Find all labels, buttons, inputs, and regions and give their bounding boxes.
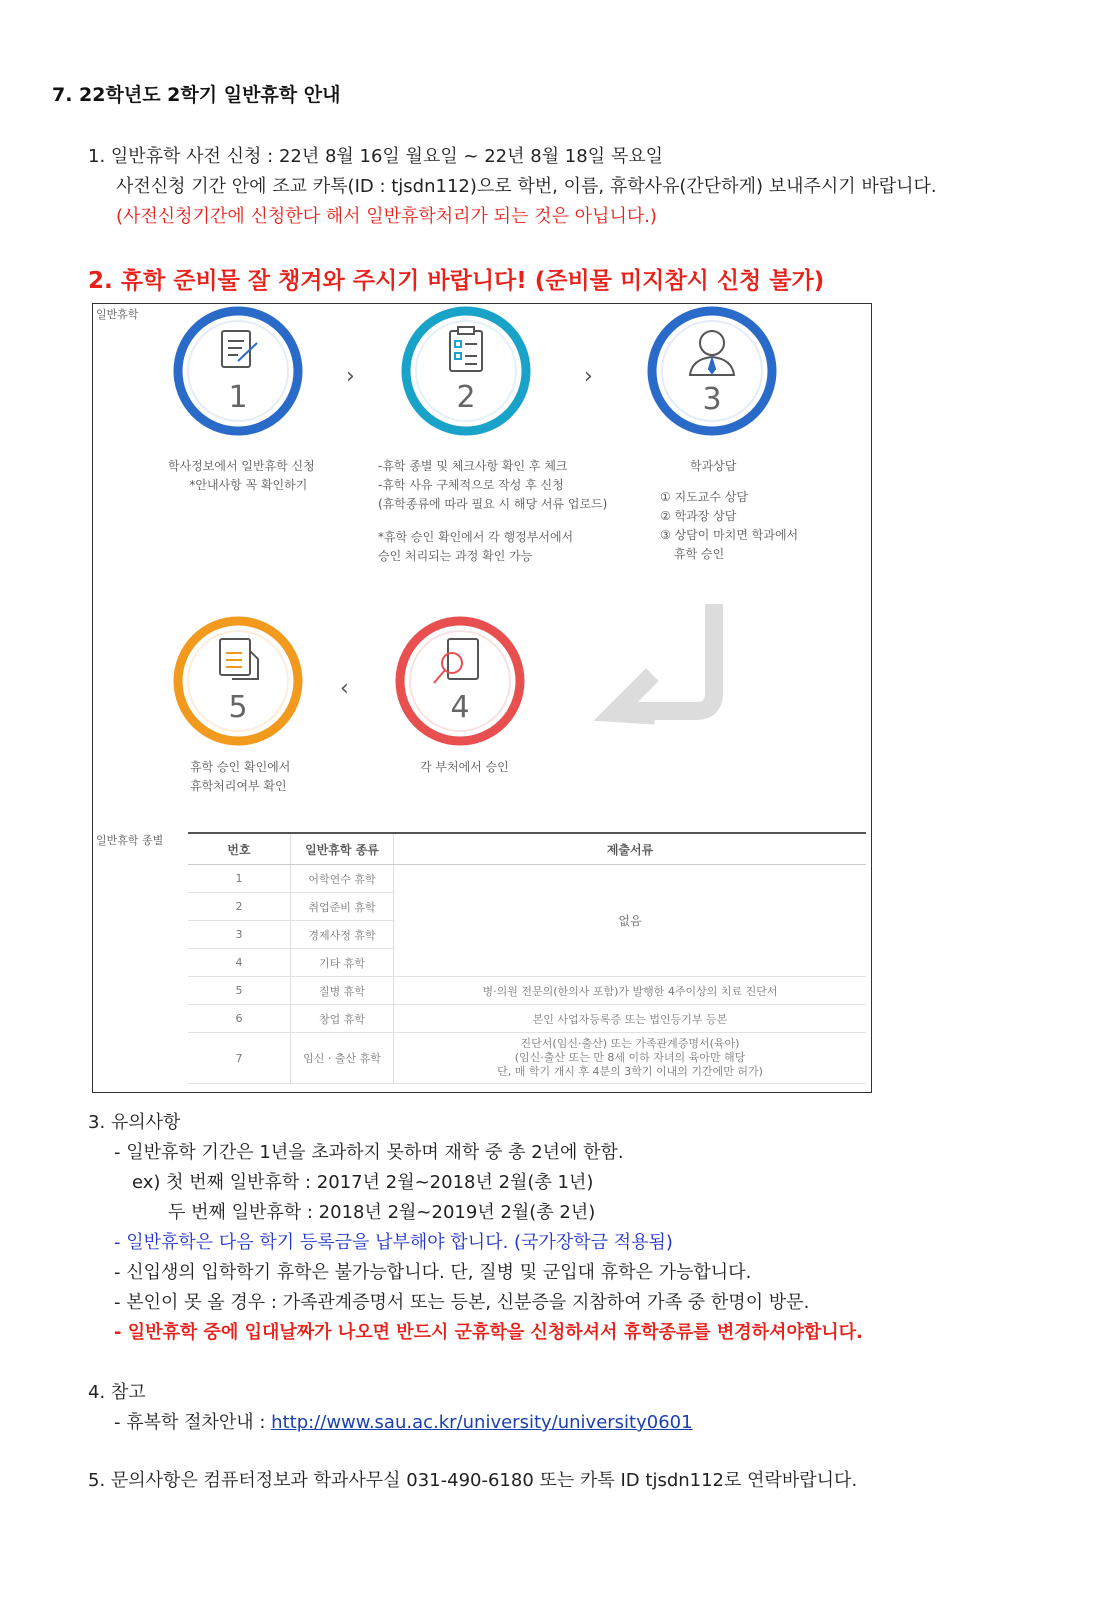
note-1: - 일반휴학 기간은 1년을 초과하지 못하며 재학 중 총 2년에 한함. xyxy=(114,1142,624,1163)
table-row: 5 질병 휴학 병·의원 전문의(한의사 포함)가 발행한 4주이상의 치료 진단서 xyxy=(188,977,866,1005)
docs-none: 없음 xyxy=(394,865,867,977)
step-2-caption: -휴학 종별 및 체크사항 확인 후 체크 -휴학 사유 구체적으로 작성 후 신청 (휴학종류에 따라 필요 시 해당 서류 업로드) *휴학 승인 확인에서 각 행정부서에서 승인 처리되는 과정 확인 가능 xyxy=(378,459,608,563)
figure-label-general: 일반휴학 xyxy=(96,308,139,321)
col-header-no: 번호 xyxy=(188,833,291,865)
note-example-1: ex) 첫 번째 일반휴학 : 2017년 2월~2018년 2월(총 1년) xyxy=(132,1172,594,1193)
table-row: 4 기타 휴학 xyxy=(188,949,866,977)
page-title: 7. 22학년도 2학기 일반휴학 안내 xyxy=(52,84,341,106)
reference-heading: 4. 참고 xyxy=(88,1382,146,1403)
step-5-number: 5 xyxy=(228,690,248,725)
step-2-number: 2 xyxy=(456,380,476,415)
note-proxy: - 본인이 못 올 경우 : 가족관계증명서 또는 등본, 신분증을 지참하여 가족 중 한명이 방문. xyxy=(114,1292,810,1313)
step-4-caption: 각 부처에서 승인 xyxy=(420,760,509,774)
prep-heading: 2. 휴학 준비물 잘 챙겨와 주시기 바랍니다! (준비물 미지참시 신청 불가) xyxy=(88,268,825,294)
col-header-kind: 일반휴학 종류 xyxy=(291,833,394,865)
step-1-number: 1 xyxy=(228,380,248,415)
return-arrow-icon xyxy=(614,613,714,715)
procedure-link[interactable]: http://www.sau.ac.kr/university/university0601 xyxy=(271,1412,693,1433)
step-1-caption: 학사정보에서 일반휴학 신청 *안내사항 꼭 확인하기 xyxy=(168,459,315,492)
figure-label-types: 일반휴학 종별 xyxy=(96,834,164,847)
preapply-notice: (사전신청기간에 신청한다 해서 일반휴학처리가 되는 것은 아닙니다.) xyxy=(116,206,657,227)
table-row: 2 취업준비 휴학 xyxy=(188,893,866,921)
reference-line: - 휴복학 절차안내 : http://www.sau.ac.kr/university/university0601 xyxy=(114,1412,693,1433)
note-military: - 일반휴학 중에 입대날짜가 나오면 반드시 군휴학을 신청하셔서 휴학종류를 변경하셔야합니다. xyxy=(114,1322,863,1343)
note-freshman: - 신입생의 입학학기 휴학은 불가능합니다. 단, 질병 및 군입대 휴학은 가능합니다. xyxy=(114,1262,752,1283)
table-row: 1 어학연수 휴학 없음 xyxy=(188,865,866,893)
contact-line: 5. 문의사항은 컴퓨터정보과 학과사무실 031-490-6180 또는 카톡 ID tjsdn112로 연락바랍니다. xyxy=(88,1470,858,1491)
preapply-period: 1. 일반휴학 사전 신청 : 22년 8월 16일 월요일 ~ 22년 8월 18일 목요일 xyxy=(88,146,663,167)
step-5-caption: 휴학 승인 확인에서 휴학처리여부 확인 xyxy=(190,760,291,793)
table-row: 7 임신 · 출산 휴학 진단서(임신·출산) 또는 가족관계증명서(육아) (임신·출산 또는 만 8세 이하 자녀의 육아만 해당 단, 매 학기 개시 후 4분의 3학기 이내의 기간에만 허가) xyxy=(188,1033,866,1084)
leave-types-table xyxy=(188,832,866,1084)
table-row: 6 창업 휴학 본인 사업자등록증 또는 법인등기부 등본 xyxy=(188,1005,866,1033)
step-3-number: 3 xyxy=(702,382,722,417)
note-example-2: 두 번째 일반휴학 : 2018년 2월~2019년 2월(총 2년) xyxy=(168,1202,596,1223)
notes-heading: 3. 유의사항 xyxy=(88,1112,181,1133)
chevron-right-icon: › xyxy=(584,364,593,389)
chevron-left-icon: ‹ xyxy=(340,676,349,701)
table-header-row xyxy=(188,833,866,865)
preapply-instructions: 사전신청 기간 안에 조교 카톡(ID : tjsdn112)으로 학번, 이름, 휴학사유(간단하게) 보내주시기 바랍니다. xyxy=(116,176,937,197)
step-3-caption: 학과상담 ① 지도교수 상담 ② 학과장 상담 ③ 상담이 마치면 학과에서 휴학 승인 xyxy=(660,459,799,561)
step-4-number: 4 xyxy=(450,690,470,725)
col-header-docs: 제출서류 xyxy=(394,833,867,865)
note-tuition: - 일반휴학은 다음 학기 등록금을 납부해야 합니다. (국가장학금 적용됨) xyxy=(114,1232,673,1253)
chevron-right-icon: › xyxy=(346,364,355,389)
table-row: 3 경제사정 휴학 xyxy=(188,921,866,949)
